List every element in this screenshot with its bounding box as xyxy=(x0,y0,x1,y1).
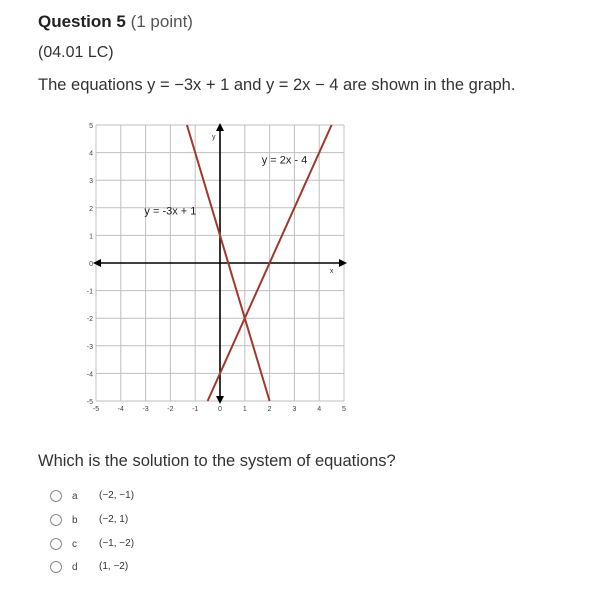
radio-a[interactable] xyxy=(50,490,62,502)
radio-d[interactable] xyxy=(50,561,62,573)
question-title: Question 5 xyxy=(38,12,126,31)
x-tick-label: 2 xyxy=(267,406,272,413)
y-tick-label: -4 xyxy=(86,371,93,379)
option-b[interactable] xyxy=(50,510,129,530)
y-tick-label: -5 xyxy=(86,399,93,406)
question-prompt: The equations y = −3x + 1 and y = 2x − 4 are shown in the graph. xyxy=(38,76,516,94)
x-tick-label: 0 xyxy=(218,406,222,413)
y-tick-label: 3 xyxy=(89,178,93,186)
x-tick-label: -1 xyxy=(192,406,199,413)
question-ask: Which is the solution to the system of equations? xyxy=(38,452,396,470)
y-tick-label: -2 xyxy=(86,316,93,324)
x-tick-label: 1 xyxy=(242,406,247,413)
question-header xyxy=(38,12,193,32)
option-letter: b xyxy=(72,515,78,526)
option-letter: d xyxy=(72,562,78,573)
option-text: (−2, −1) xyxy=(99,490,135,501)
y-axis-arrow-down xyxy=(216,396,224,404)
x-tick-label: 4 xyxy=(317,406,322,413)
y-tick-label: -3 xyxy=(86,343,93,351)
coordinate-graph xyxy=(85,116,355,416)
y-tick-label: 5 xyxy=(89,123,93,130)
x-tick-label: 5 xyxy=(342,406,346,413)
y-tick-label: -1 xyxy=(86,288,93,296)
x-axis-arrow-left xyxy=(93,259,101,267)
x-tick-label: -5 xyxy=(92,406,100,413)
option-letter: a xyxy=(72,491,78,502)
question-code: (04.01 LC) xyxy=(38,44,114,61)
y-axis-arrow-up xyxy=(216,123,224,131)
option-letter: c xyxy=(72,539,77,550)
option-text: (−2, 1) xyxy=(99,514,129,525)
option-c[interactable] xyxy=(50,534,135,554)
option-d[interactable] xyxy=(50,557,129,577)
y-tick-label: 0 xyxy=(89,261,93,268)
option-a[interactable] xyxy=(50,486,135,506)
radio-b[interactable] xyxy=(50,514,62,526)
x-tick-label: 3 xyxy=(292,406,297,413)
y-tick-label: 1 xyxy=(89,233,93,241)
y-axis-label: y xyxy=(212,133,216,141)
question-points: (1 point) xyxy=(130,12,193,31)
x-tick-label: -2 xyxy=(167,406,174,413)
x-tick-label: -4 xyxy=(117,406,124,413)
x-axis-label: x xyxy=(329,268,334,275)
series-label-2: y = 2x - 4 xyxy=(261,154,308,167)
radio-c[interactable] xyxy=(50,538,62,550)
x-axis-arrow-right xyxy=(339,259,347,267)
x-tick-label: -3 xyxy=(142,406,149,413)
option-text: (−1, −2) xyxy=(99,538,135,549)
y-tick-label: 2 xyxy=(89,205,93,213)
series-label-1: y = -3x + 1 xyxy=(144,205,197,218)
y-tick-label: 4 xyxy=(89,150,93,158)
option-text: (1, −2) xyxy=(99,561,129,572)
